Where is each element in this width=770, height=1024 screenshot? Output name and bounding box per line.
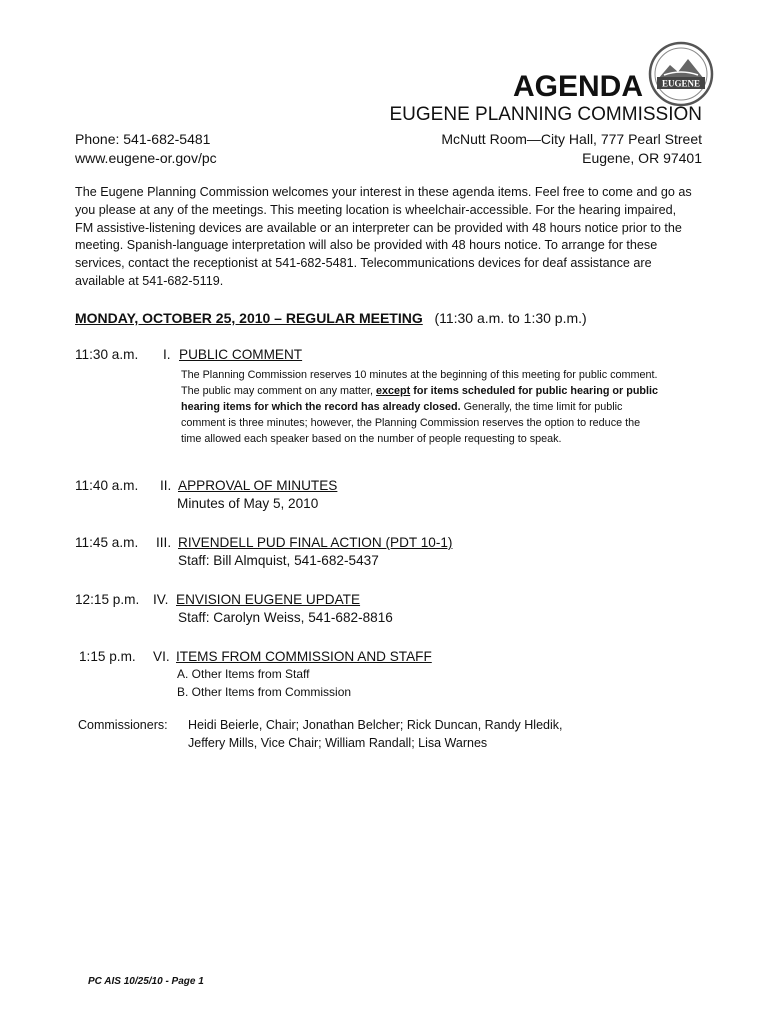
item-time: 12:15 p.m. — [75, 592, 140, 607]
item-title: RIVENDELL PUD FINAL ACTION (PDT 10-1) — [178, 535, 453, 550]
commissioners-line: Heidi Beierle, Chair; Jonathan Belcher; Rick Duncan, Randy Hledik, — [188, 718, 563, 732]
item-number: I. — [163, 347, 171, 362]
item-detail: Minutes of May 5, 2010 — [177, 496, 319, 511]
item-time: 11:40 a.m. — [75, 478, 139, 493]
website-link[interactable]: www.eugene-or.gov/pc — [75, 150, 217, 166]
item-number: II. — [160, 478, 172, 493]
item-detail: Staff: Carolyn Weiss, 541-682-8816 — [178, 610, 393, 625]
commission-name: EUGENE PLANNING COMMISSION — [389, 104, 702, 125]
item-title: ITEMS FROM COMMISSION AND STAFF — [176, 649, 432, 664]
meeting-time-range: (11:30 a.m. to 1:30 p.m.) — [434, 310, 587, 326]
item-title: APPROVAL OF MINUTES — [178, 478, 338, 493]
intro-paragraph: The Eugene Planning Commission welcomes your interest in these agenda items. Feel free to come and go as you please at any of the meetings. This meeting location is wheelchair-accessible. For the hearing impaired, FM assistive-listening devices are available or an interpreter can be provided with 48 hours notice prior to the meeting. Spanish-language interpretation will also be provided with 48 hours notice. To arrange for these services, contact the receptionist at 541-682-5481. Telecommunications devices for deaf assistance are available at 541-682-5119. — [75, 185, 692, 288]
item-number: IV. — [153, 592, 169, 607]
location: McNutt Room—City Hall, 777 Pearl Street — [441, 131, 702, 147]
meeting-date: MONDAY, OCTOBER 25, 2010 – REGULAR MEETING — [75, 310, 423, 326]
page-footer: PC AIS 10/25/10 - Page 1 — [88, 976, 204, 987]
phone: Phone: 541-682-5481 — [75, 131, 211, 147]
item-detail: A. Other Items from Staff — [177, 667, 310, 681]
item-number: VI. — [153, 649, 170, 664]
commissioners-label: Commissioners: — [78, 718, 168, 732]
item-title: ENVISION EUGENE UPDATE — [176, 592, 361, 607]
item-detail: Staff: Bill Almquist, 541-682-5437 — [178, 553, 379, 568]
item-number: III. — [156, 535, 172, 550]
item-detail: B. Other Items from Commission — [177, 685, 352, 699]
commissioners-line: Jeffery Mills, Vice Chair; William Randall; Lisa Warnes — [188, 736, 488, 750]
item-time: 1:15 p.m. — [79, 649, 136, 664]
svg-text:EUGENE: EUGENE — [661, 78, 701, 89]
public-comment-text: The Planning Commission reserves 10 minutes at the beginning of this meeting for public comment. The public may comment on any matter, except for items scheduled for public hearing or public hearing items for which the record has already closed. Generally, the time limit for public comment is three minutes; however, the Planning Commission reserves the option to reduce the time allowed each speaker based on the number of people requesting to speak. — [181, 369, 659, 445]
item-time: 11:30 a.m. — [75, 347, 139, 362]
item-title: PUBLIC COMMENT — [179, 347, 303, 362]
eugene-logo — [648, 41, 714, 107]
agenda-title: AGENDA — [513, 70, 644, 103]
meeting-heading — [75, 310, 587, 326]
city: Eugene, OR 97401 — [582, 150, 702, 166]
item-time: 11:45 a.m. — [75, 535, 139, 550]
